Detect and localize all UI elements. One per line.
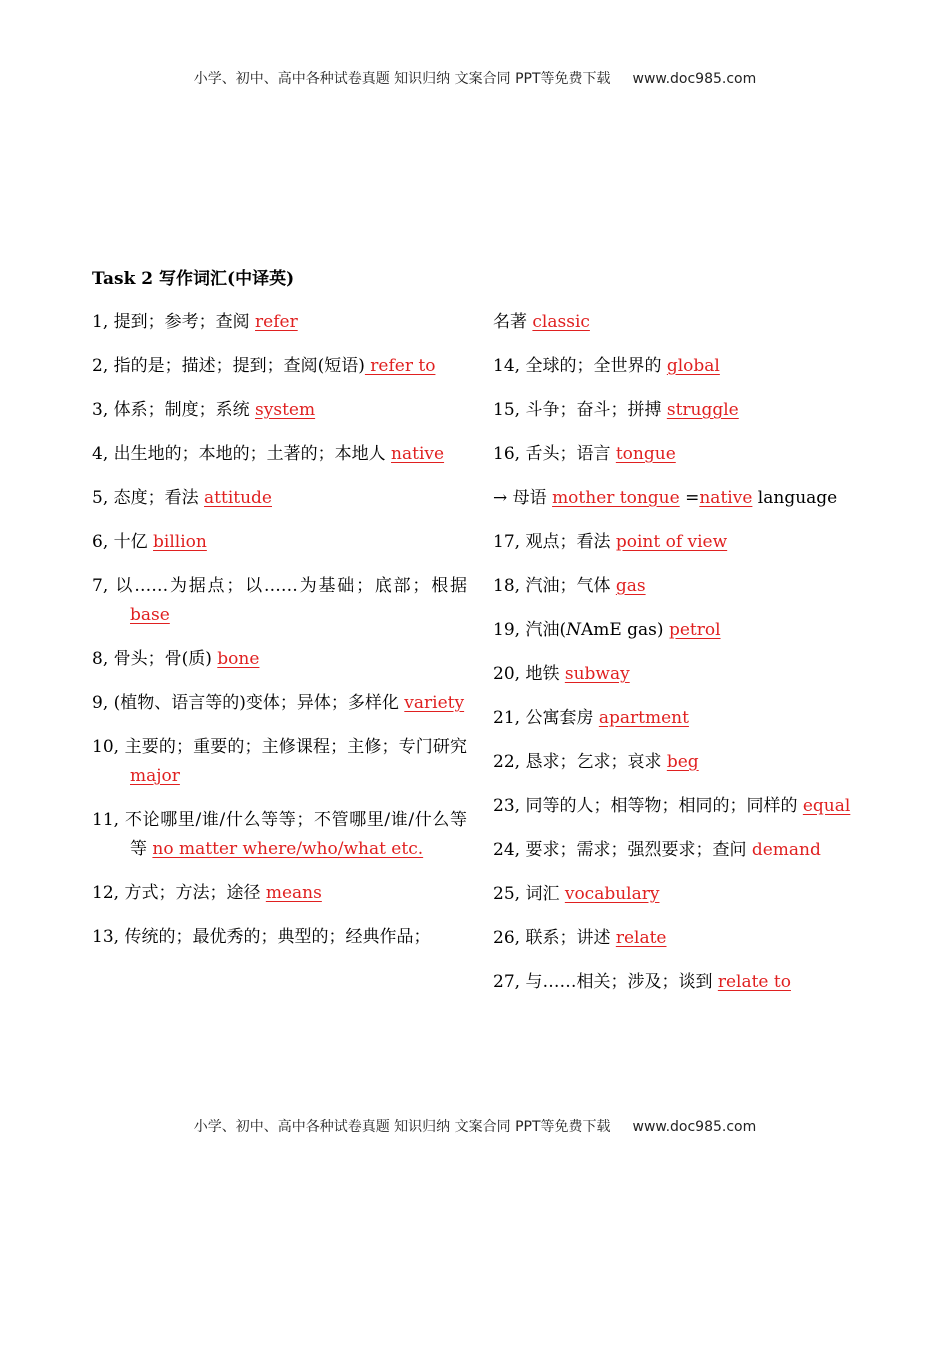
- vocab-entry-13-continued: 名著 classic: [493, 312, 590, 332]
- answer-word: struggle: [666, 400, 739, 420]
- vocab-entry-3: 3, 体系；制度；系统 system: [92, 400, 316, 420]
- answer-word: refer: [255, 312, 298, 332]
- answer-word: variety: [404, 693, 465, 713]
- answer-word: apartment: [598, 708, 689, 728]
- answer-word: point of view: [615, 532, 728, 552]
- vocab-entry-19: 19, 汽油(NAmE gas) petrol: [493, 620, 721, 640]
- answer-word: attitude: [204, 488, 272, 508]
- answer-word: beg: [666, 752, 699, 772]
- answer-word: relate to: [717, 972, 791, 992]
- answer-word: demand: [751, 840, 821, 860]
- answer-word: relate: [615, 928, 667, 948]
- answer-word: native: [699, 488, 753, 508]
- answer-word: no matter where/who/what etc.: [152, 839, 424, 859]
- vocab-entry-26: 26, 联系；讲述 relate: [493, 928, 667, 948]
- header-text: 小学、初中、高中各种试卷真题 知识归纳 文案合同 PPT等免费下载: [193, 71, 611, 87]
- vocab-entry-14: 14, 全球的；全世界的 global: [493, 356, 720, 376]
- answer-word: bone: [217, 649, 260, 669]
- vocab-entry-13: 13, 传统的；最优秀的；典型的；经典作品；: [92, 927, 431, 947]
- vocab-entry-4: 4, 出生地的；本地的；土著的；本地人 native: [92, 444, 445, 464]
- vocab-entry-27: 27, 与……相关；涉及；谈到 relate to: [493, 972, 791, 992]
- answer-word: refer to: [364, 356, 436, 376]
- section-title: Task 2 写作词汇(中译英): [92, 269, 295, 289]
- page-header: [0, 68, 950, 88]
- answer-word: major: [130, 766, 180, 786]
- answer-word: gas: [615, 576, 646, 596]
- vocab-entry-12: 12, 方式；方法；途径 means: [92, 883, 322, 903]
- vocab-entry-25: 25, 词汇 vocabulary: [493, 884, 660, 904]
- answer-word: petrol: [668, 620, 721, 640]
- answer-word: system: [255, 400, 316, 420]
- vocab-entry-5: 5, 态度；看法 attitude: [92, 488, 272, 508]
- header-site-link[interactable]: www.doc985.com: [632, 71, 757, 87]
- left-column: [92, 308, 467, 967]
- answer-word: tongue: [615, 444, 676, 464]
- vocab-entry-6: 6, 十亿 billion: [92, 532, 207, 552]
- vocab-entry-17: 17, 观点；看法 point of view: [493, 532, 728, 552]
- vocab-entry-18: 18, 汽油；气体 gas: [493, 576, 646, 596]
- vocab-entry-20: 20, 地铁 subway: [493, 664, 630, 684]
- right-column: [493, 308, 863, 1012]
- vocab-entry-24: 24, 要求；需求；强烈要求；查问 demand: [493, 840, 821, 860]
- vocab-entry-1: 1, 提到；参考；查阅 refer: [92, 312, 298, 332]
- footer-site-link[interactable]: www.doc985.com: [632, 1119, 757, 1135]
- answer-word: base: [130, 605, 170, 625]
- answer-word: billion: [153, 532, 207, 552]
- vocab-entry-8: 8, 骨头；骨(质) bone: [92, 649, 260, 669]
- page-footer: [0, 1116, 950, 1136]
- arrow-icon: →: [493, 488, 508, 508]
- vocab-entry-10: 10, 主要的；重要的；主修课程；主修；专门研究 major: [92, 737, 467, 786]
- answer-word: means: [265, 883, 322, 903]
- vocab-entry-22: 22, 恳求；乞求；哀求 beg: [493, 752, 699, 772]
- vocab-entry-23: 23, 同等的人；相等物；相同的；同样的 equal: [493, 796, 851, 816]
- answer-word: mother tongue: [552, 488, 680, 508]
- answer-word: native: [391, 444, 445, 464]
- footer-text: 小学、初中、高中各种试卷真题 知识归纳 文案合同 PPT等免费下载: [193, 1119, 611, 1135]
- answer-word: classic: [532, 312, 590, 332]
- vocab-entry-11: 11, 不论哪里/谁/什么等等；不管哪里/谁/什么等等 no matter where/who/what etc.: [92, 810, 467, 859]
- answer-word: equal: [802, 796, 851, 816]
- answer-word: global: [666, 356, 720, 376]
- vocab-entry-15: 15, 斗争；奋斗；拼搏 struggle: [493, 400, 739, 420]
- vocab-entry-9: 9, (植物、语言等的)变体；异体；多样化 variety: [92, 693, 465, 713]
- vocab-entry-21: 21, 公寓套房 apartment: [493, 708, 689, 728]
- vocab-entry-2: 2, 指的是；描述；提到；查阅(短语) refer to: [92, 356, 436, 376]
- answer-word: vocabulary: [564, 884, 660, 904]
- answer-word: subway: [564, 664, 630, 684]
- vocab-entry-mother-tongue: → 母语 mother tongue =native language: [493, 488, 838, 508]
- vocab-entry-7: 7, 以……为据点；以……为基础；底部；根据 base: [92, 576, 467, 625]
- vocab-entry-16: 16, 舌头；语言 tongue: [493, 444, 676, 464]
